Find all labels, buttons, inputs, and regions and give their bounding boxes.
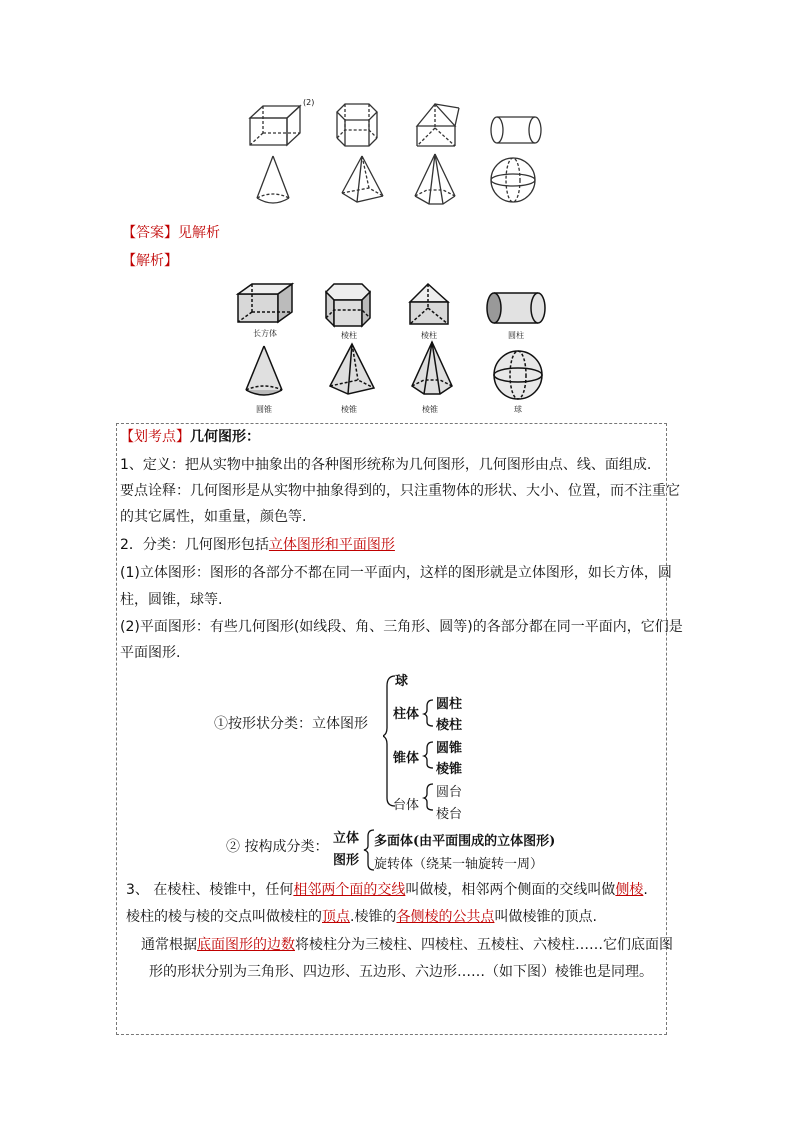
key-point-tag: 【划考点】 — [120, 429, 190, 445]
solids-figure-labeled — [234, 280, 554, 415]
caption-cuboid: 长方体 — [253, 329, 277, 338]
answer-line — [122, 222, 220, 242]
tree-sphere: 球 — [395, 674, 409, 689]
edge-text-a: 3、 在棱柱、棱锥中，任何 — [126, 882, 294, 898]
classification-text: 2．分类：几何图形包括 — [120, 537, 269, 553]
caption-cylinder: 圆柱 — [508, 331, 524, 340]
analysis-tag: 【解析】 — [122, 253, 178, 269]
classification-highlight: 立体图形和平面图形 — [268, 537, 395, 553]
caption-prism-1: 棱柱 — [341, 331, 357, 340]
tree2-root-line-2: 图形 — [333, 853, 360, 868]
note-line-2: 的其它属性，如重量，颜色等. — [120, 509, 307, 525]
edge-definition-line-2 — [126, 907, 597, 927]
tree2-solid-of-revolution: 旋转体（绕某一轴旋转一周） — [374, 857, 544, 872]
edge-text-c: . — [643, 882, 648, 898]
tree-cone: 圆锥 — [436, 741, 463, 756]
tree2-polyhedron: 多面体(由平面围成的立体图形) — [374, 834, 556, 849]
classification-line — [120, 535, 395, 555]
plane-figure-line-1: (2)平面图形：有些几何图形(如线段、角、三角形、圆等)的各部分都在同一平面内，它们是 — [120, 619, 683, 635]
caption-pyramid-1: 棱锥 — [341, 405, 357, 414]
edge-text-b: 叫做棱，相邻两个侧面的交线叫做 — [405, 882, 616, 898]
composition-classification-label: ② 按构成分类： — [226, 839, 329, 855]
tree2-root-line-1: 立体 — [333, 831, 360, 846]
caption-pyramid-2: 棱锥 — [422, 405, 438, 414]
note-line-1: 要点诠释：几何图形是从实物中抽象得到的，只注重物体的形状、大小、位置，而不注重它 — [120, 483, 680, 499]
key-point-header — [120, 427, 260, 447]
caption-prism-2: 棱柱 — [421, 331, 437, 340]
shape-classification-label: ①按形状分类：立体图形 — [214, 716, 368, 732]
figure-marker: (2) — [303, 98, 315, 107]
prism-classify-line-1 — [141, 935, 673, 955]
edge-highlight-2: 侧棱 — [615, 882, 644, 898]
prism-classify-text-a: 通常根据 — [141, 937, 197, 953]
tree-prism: 棱柱 — [436, 718, 463, 733]
caption-sphere: 球 — [514, 405, 522, 414]
solid-figure-line-2: 柱，圆锥，球等. — [120, 592, 223, 608]
answer-text: 见解析 — [178, 225, 220, 241]
solids-drawing-labeled — [234, 280, 554, 415]
prism-classify-highlight: 底面图形的边数 — [197, 937, 295, 953]
prism-classify-line-2: 形的形状分别为三角形、四边形、五边形、六边形……（如下图）棱锥也是同理。 — [149, 964, 653, 980]
edge-highlight-1: 相邻两个面的交线 — [293, 882, 406, 898]
vertex-text-c: 叫做棱锥的顶点. — [494, 909, 597, 925]
vertex-text-b: .棱锥的 — [350, 909, 397, 925]
caption-cone: 圆锥 — [256, 405, 272, 414]
tree-pyramid: 棱锥 — [436, 762, 463, 777]
solids-figure-top — [245, 98, 545, 210]
prism-classify-text-b: 将棱柱分为三棱柱、四棱柱、五棱柱、六棱柱……它们底面图 — [295, 937, 673, 953]
vertex-highlight-1: 顶点 — [322, 909, 350, 925]
edge-definition-line-1 — [126, 880, 648, 900]
tree-prism-frustum: 棱台 — [436, 807, 463, 822]
tree-cylinder: 圆柱 — [436, 697, 463, 712]
solid-figure-line-1: (1)立体图形：图形的各部分不都在同一平面内，这样的图形就是立体图形，如长方体，圆 — [120, 565, 672, 581]
tree-cone-frustum: 圆台 — [436, 785, 463, 800]
plane-figure-line-2: 平面图形. — [120, 645, 181, 661]
tree-prismoid: 柱体 — [393, 707, 420, 722]
answer-tag: 【答案】 — [122, 225, 178, 241]
key-point-title: 几何图形： — [190, 429, 260, 445]
tree-cone-body: 锥体 — [393, 751, 420, 766]
definition-line: 1、定义：把从实物中抽象出的各种图形统称为几何图形，几何图形由点、线、面组成. — [120, 457, 652, 473]
vertex-text-a: 棱柱的棱与棱的交点叫做棱柱的 — [126, 909, 322, 925]
solids-drawing-top — [245, 98, 545, 210]
vertex-highlight-2: 各侧棱的公共点 — [396, 909, 495, 925]
tree-frustum-body: 台体 — [393, 798, 420, 813]
